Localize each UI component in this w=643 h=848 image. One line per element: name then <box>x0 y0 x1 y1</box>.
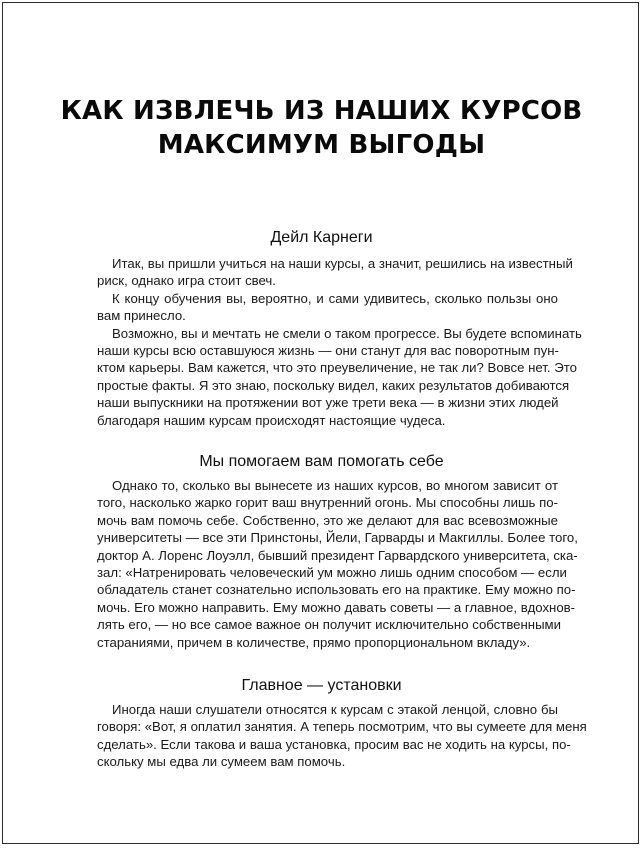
text-line: университеты — все эти Принстоны, Йели, Гарварды и Макгиллы. Более того, <box>97 530 578 546</box>
paragraph <box>97 701 587 771</box>
text-line: сделать». Если такова и ваша установка, просим вас не ходить на курсы, по- <box>97 736 571 752</box>
text-line: мочь. Его можно направить. Ему можно давать советы — а главное, вдохнов- <box>97 599 576 615</box>
text-line: скольку мы едва ли сумеем вам помочь. <box>97 754 346 770</box>
text-line: К концу обучения вы, вероятно, и сами удивитесь, сколько пользы оно <box>112 290 558 306</box>
text-line: Однако то, сколько вы вынесете из наших курсов, во многом зависит от <box>112 478 558 493</box>
section-intro <box>97 255 582 429</box>
text-line: говоря: «Вот, я оплатил занятия. А теперь посмотрим, что вы сумеете для меня <box>97 719 587 735</box>
page-title <box>0 94 643 162</box>
text-line: благодаря нашим курсам происходят настоящие чудеса. <box>97 412 446 428</box>
text-line: обладатель станет сознательно использовать его на практике. Ему можно по- <box>97 582 576 598</box>
page-title-line: КАК ИЗВЛЕЧЬ ИЗ НАШИХ КУРСОВ <box>60 96 583 126</box>
text-line: Возможно, вы и мечтать не смели о таком прогрессе. Вы будете вспоминать <box>112 325 582 341</box>
paragraph <box>97 477 578 651</box>
text-line: вам принесло. <box>97 308 186 324</box>
section-heading: Мы помогаем вам помогать себе <box>199 453 444 470</box>
author-name: Дейл Карнеги <box>270 229 373 246</box>
paragraph <box>97 255 573 290</box>
text-line: наши выпускники на протяжении вот уже трети века — в жизни этих людей <box>97 395 559 411</box>
text-line: доктор А. Лоренс Лоуэлл, бывший президент Гарвардского университета, ска- <box>97 547 578 563</box>
text-line: Итак, вы пришли учиться на наши курсы, а значит, решились на известный <box>112 256 573 271</box>
paragraph <box>97 325 582 429</box>
section-heading: Главное — установки <box>241 677 402 694</box>
text-line: лять его, — но все самое важное он получит исключительно собственными <box>97 617 561 633</box>
text-line: стараниями, причем в количестве, прямо пропорциональном вкладу». <box>97 634 531 650</box>
text-line: простые факты. Я это знаю, поскольку видел, каких результатов добиваются <box>97 377 570 393</box>
text-line: риск, однако игра стоит свеч. <box>97 273 276 289</box>
text-line: наши курсы всю оставшуюся жизнь — они станут для вас поворотным пун- <box>97 343 559 359</box>
paragraph <box>97 290 558 325</box>
section-attitude <box>97 701 587 771</box>
text-line: Иногда наши слушатели относятся к курсам с этакой ленцой, словно бы <box>112 702 558 717</box>
section-help <box>97 477 578 651</box>
page-title-line: МАКСИМУМ ВЫГОДЫ <box>157 130 486 160</box>
text-line: того, насколько жарко горит ваш внутренний огонь. Мы способны лишь по- <box>97 495 558 511</box>
text-line: зал: «Натренировать человеческий ум можно лишь одним способом — если <box>97 565 567 581</box>
text-line: мочь вам помочь себе. Собственно, это же делают для вас всевозможные <box>97 512 558 528</box>
text-line: ктом карьеры. Вам кажется, что это преувеличение, не так ли? Вовсе нет. Это <box>97 360 577 376</box>
